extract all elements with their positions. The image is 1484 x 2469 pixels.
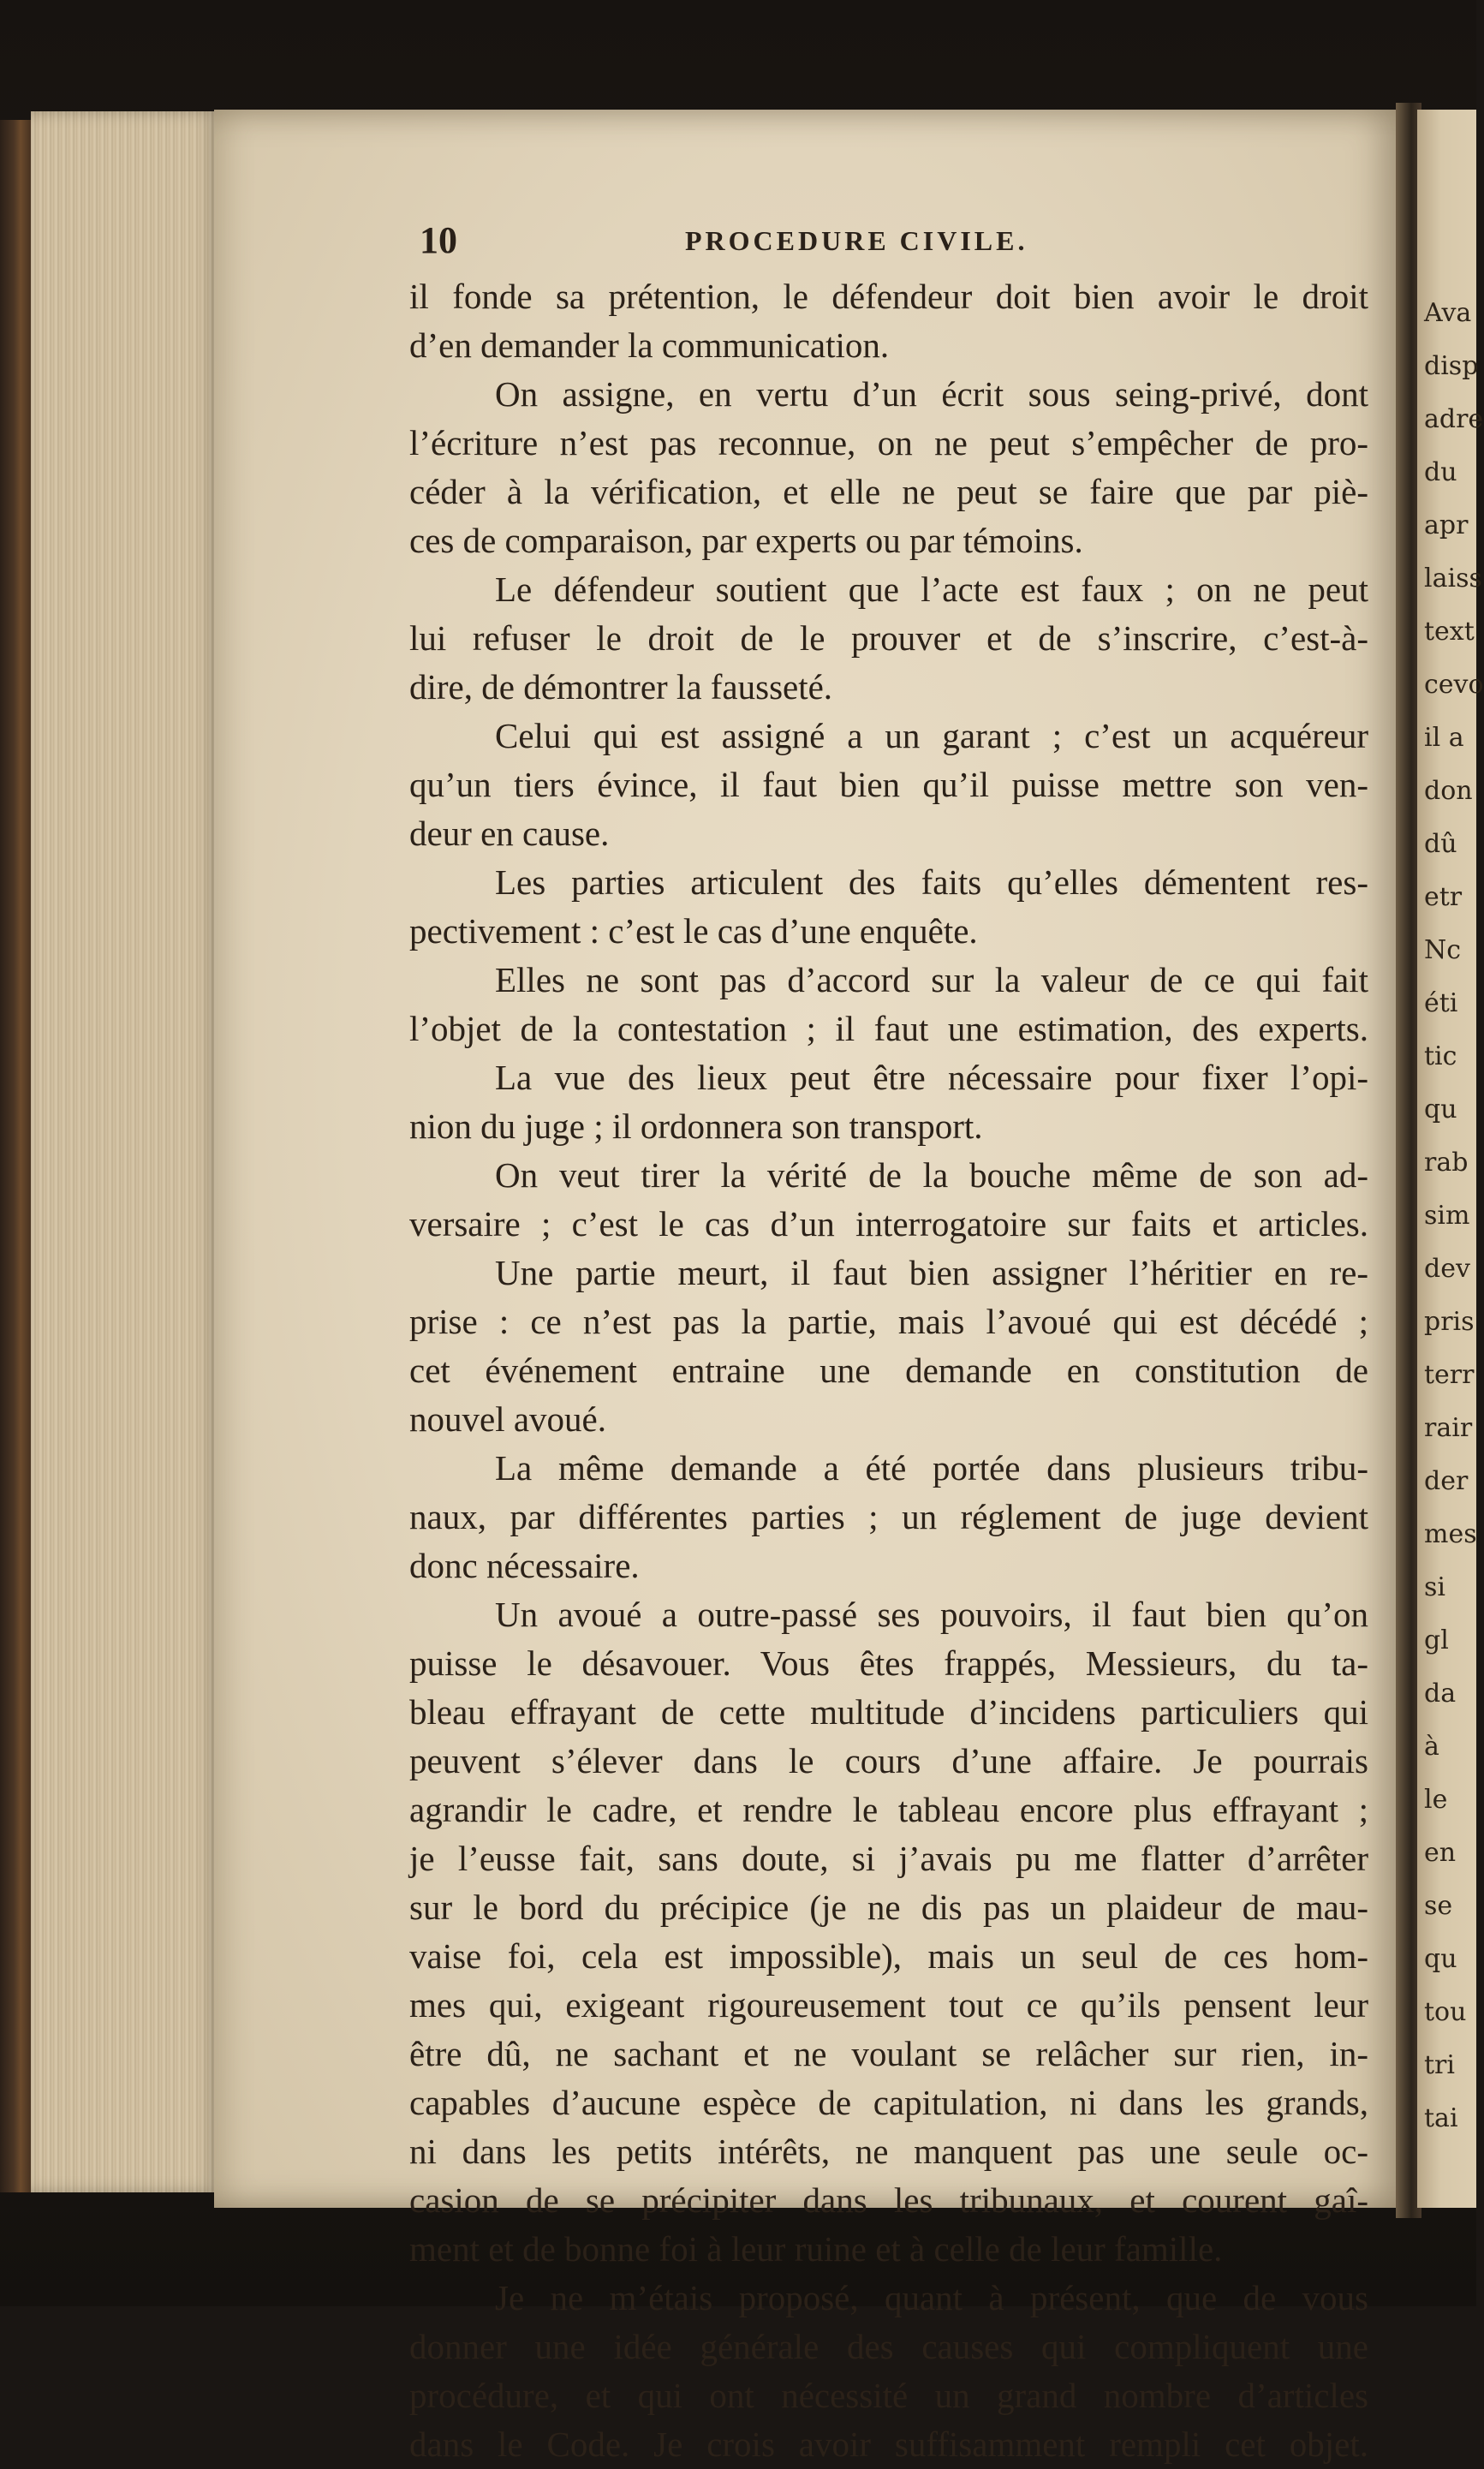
facing-page-fragment: gl (1424, 1625, 1449, 1655)
facing-page-fragment: mes (1424, 1519, 1477, 1549)
text-line: nion du juge ; il ordonnera son transport. (409, 1106, 983, 1146)
text-line: Le défendeur soutient que l’acte est faux ; on ne peut (495, 570, 1368, 609)
running-head (420, 218, 1276, 261)
text-line: agrandir le cadre, et rendre le tableau encore plus effrayant ; (409, 1790, 1368, 1829)
book-page-edges (31, 111, 219, 2192)
facing-page-sliver (1417, 110, 1484, 2208)
text-line: pectivement : c’est le cas d’une enquête. (409, 911, 978, 951)
text-line: versaire ; c’est le cas d’un interrogatoire sur faits et articles. (409, 1204, 1368, 1243)
facing-page-fragment: qu (1424, 1944, 1457, 1974)
text-line: Une partie meurt, il faut bien assigner l’héritier en re- (495, 1253, 1368, 1292)
facing-page-fragment: Nc (1424, 935, 1462, 965)
text-line: lui refuser le droit de le prouver et de s’inscrire, c’est-à- (409, 618, 1368, 658)
facing-page-fragment: sim (1424, 1201, 1470, 1231)
text-line: Celui qui est assigné a un garant ; c’est un acquéreur (495, 716, 1368, 755)
text-line: prise : ce n’est pas la partie, mais l’avoué qui est décédé ; (409, 1302, 1368, 1341)
body-text (409, 272, 1368, 2469)
text-line: ment et de bonne foi à leur ruine et à celle de leur famille. (409, 2229, 1223, 2269)
text-line: capables d’aucune espèce de capitulation, ni dans les grands, (409, 2083, 1368, 2122)
text-line: sur le bord du précipice (je ne dis pas un plaideur de mau- (409, 1888, 1368, 1927)
text-line: ni dans les petits intérêts, ne manquent pas une seule oc- (409, 2132, 1368, 2171)
facing-page-fragment: si (1424, 1572, 1445, 1602)
text-line: On assigne, en vertu d’un écrit sous seing-privé, dont (495, 374, 1368, 414)
text-line: casion de se précipiter dans les tribunaux, et courent gaî- (409, 2180, 1368, 2220)
page-number: 10 (420, 219, 457, 261)
text-line: Les parties articulent des faits qu’elles démentent res- (495, 862, 1368, 902)
text-line: Je ne m’étais proposé, quant à présent, que de vous (495, 2278, 1368, 2317)
text-line: ces de comparaison, par experts ou par témoins. (409, 521, 1083, 560)
facing-page-fragment: tai (1424, 2103, 1458, 2133)
facing-page-fragment: en (1424, 1838, 1457, 1868)
facing-page-fragment: il a (1424, 723, 1464, 753)
text-line: vaise foi, cela est impossible), mais un seul de ces hom- (409, 1936, 1368, 1976)
facing-page-fragment: terr (1424, 1360, 1475, 1390)
text-line: La vue des lieux peut être nécessaire pour fixer l’opi- (495, 1058, 1368, 1097)
facing-page-fragment: dev (1424, 1254, 1470, 1284)
text-line: donc nécessaire. (409, 1546, 640, 1585)
text-line: naux, par différentes parties ; un réglement de juge devient (409, 1497, 1368, 1536)
facing-page-fragment: tou (1424, 1997, 1467, 2027)
text-line: dire, de démontrer la fausseté. (409, 667, 833, 707)
text-line: je l’eusse fait, sans doute, si j’avais pu me flatter d’arrêter (409, 1839, 1368, 1878)
facing-page-fragment: cevo (1424, 670, 1484, 700)
text-line: bleau effrayant de cette multitude d’incidens particuliers qui (409, 1692, 1368, 1732)
facing-page-fragment: pris (1424, 1307, 1475, 1337)
text-line: deur en cause. (409, 814, 610, 853)
facing-page-fragment: le (1424, 1785, 1448, 1815)
facing-page-fragment: Ava (1424, 298, 1472, 328)
facing-page-fragment: tri (1424, 2050, 1455, 2080)
facing-page-fragment: qu (1424, 1094, 1457, 1124)
facing-page-fragment: éti (1424, 988, 1458, 1018)
text-line: La même demande a été portée dans plusieurs tribu- (495, 1448, 1368, 1488)
text-line: l’écriture n’est pas reconnue, on ne peut s’empêcher de pro- (409, 423, 1368, 462)
facing-page-fragment: se (1424, 1891, 1453, 1921)
text-line: puisse le désavouer. Vous êtes frappés, Messieurs, du ta- (409, 1643, 1368, 1683)
text-line: cet événement entraine une demande en constitution de (409, 1351, 1368, 1390)
facing-page-fragment: da (1424, 1679, 1457, 1709)
text-line: Elles ne sont pas d’accord sur la valeur de ce qui fait (495, 960, 1368, 999)
text-line: qu’un tiers évince, il faut bien qu’il puisse mettre son ven- (409, 765, 1368, 804)
facing-page-fragment: adre (1424, 404, 1484, 434)
facing-page-fragment: tic (1424, 1041, 1457, 1071)
text-line: d’en demander la communication. (409, 325, 890, 365)
text-line: donner une idée générale des causes qui compliquent une (409, 2327, 1368, 2366)
text-line: l’objet de la contestation ; il faut une estimation, des experts. (409, 1009, 1368, 1048)
text-line: Un avoué a outre-passé ses pouvoirs, il faut bien qu’on (495, 1595, 1368, 1634)
facing-page-fragment: text (1424, 617, 1475, 647)
facing-page-fragment: etr (1424, 882, 1463, 912)
facing-page-fragment: der (1424, 1466, 1469, 1496)
text-line: On veut tirer la vérité de la bouche même de son ad- (495, 1155, 1368, 1195)
text-line: procédure, et qui ont nécessité un grand nombre d’articles (409, 2376, 1368, 2415)
facing-page-fragment: laiss (1424, 564, 1482, 593)
text-line: mes qui, exigeant rigoureusement tout ce qu’ils pensent leur (409, 1985, 1368, 2025)
text-line: nouvel avoué. (409, 1399, 606, 1439)
text-line: peuvent s’élever dans le cours d’une affaire. Je pourrais (409, 1741, 1368, 1780)
facing-page-fragment: rair (1424, 1413, 1473, 1443)
text-line: il fonde sa prétention, le défendeur doit bien avoir le droit (409, 277, 1368, 316)
facing-page-fragment: rab (1424, 1148, 1469, 1178)
text-line: être dû, ne sachant et ne voulant se relâcher sur rien, in- (409, 2034, 1368, 2073)
text-line: céder à la vérification, et elle ne peut se faire que par piè- (409, 472, 1368, 511)
facing-page-fragment: disp (1424, 351, 1479, 381)
facing-page-fragment: dû (1424, 829, 1457, 859)
facing-page-fragment: don (1424, 776, 1473, 806)
running-title: PROCEDURE CIVILE. (685, 225, 1028, 256)
text-line: dans le Code. Je crois avoir suffisamment rempli cet objet. (409, 2424, 1368, 2464)
facing-page-fragment: à (1424, 1732, 1439, 1762)
facing-page-fragment: apr (1424, 510, 1469, 540)
facing-page-fragment: du (1424, 457, 1457, 487)
book-cover-edge (0, 120, 34, 2192)
